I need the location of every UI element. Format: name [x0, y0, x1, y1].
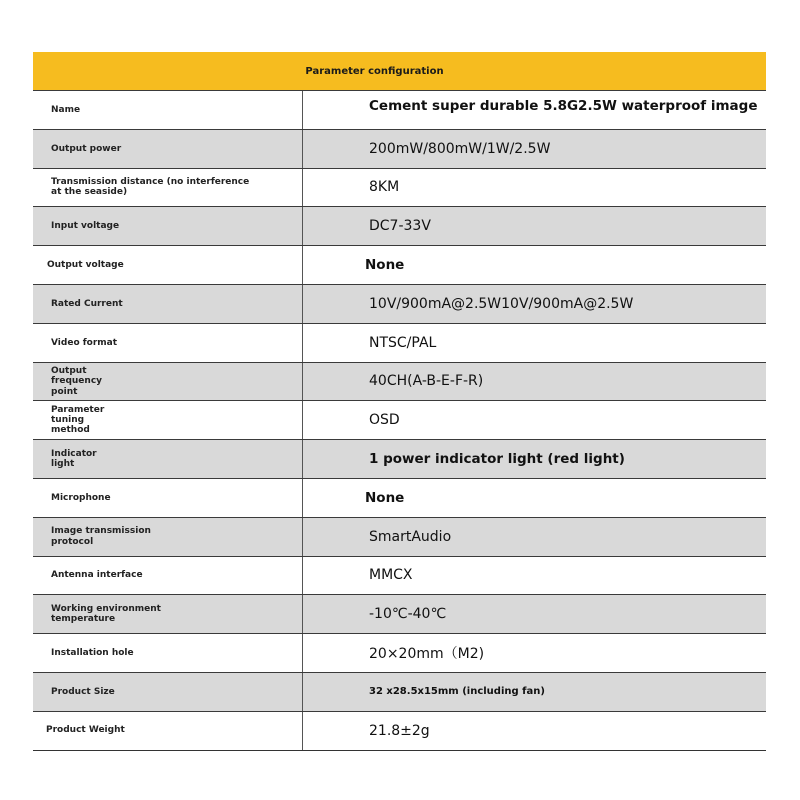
table-row-parameter-tuning-method	[33, 400, 766, 439]
row-value: 1 power indicator light (red light)	[369, 451, 625, 468]
table-row-input-voltage	[33, 206, 766, 245]
row-value: 8KM	[369, 179, 400, 196]
row-label: Product Weight	[33, 712, 303, 750]
table-row-indicator-light	[33, 439, 766, 478]
table-row-product-size	[33, 672, 766, 711]
row-value: 40CH(A-B-E-F-R)	[369, 373, 484, 390]
row-label: Output voltage	[33, 246, 303, 284]
row-value: Cement super durable 5.8G2.5W waterproof image	[369, 98, 758, 114]
table-row-output-voltage	[33, 245, 766, 284]
row-label: Installation hole	[33, 634, 303, 672]
row-label: Transmission distance (no interference at the seaside)	[33, 169, 303, 207]
row-value: 200mW/800mW/1W/2.5W	[369, 140, 551, 157]
row-label: Input voltage	[33, 207, 303, 245]
row-value: 21.8±2g	[369, 722, 430, 739]
table-row-video-format	[33, 323, 766, 362]
row-value: OSD	[369, 412, 400, 429]
table-row-output-frequency-point	[33, 362, 766, 401]
row-label: Microphone	[33, 479, 303, 517]
table-header: Parameter configuration	[33, 52, 766, 90]
table-row-microphone	[33, 478, 766, 517]
row-label: Video format	[33, 324, 303, 362]
row-label: Image transmission protocol	[33, 518, 303, 556]
row-value: MMCX	[369, 567, 413, 584]
table-row-working-temperature	[33, 594, 766, 633]
parameter-sheet	[33, 52, 766, 751]
row-label: Output power	[33, 130, 303, 168]
row-value: 20×20mm（M2)	[369, 646, 485, 663]
row-value: 32 x28.5x15mm (including fan)	[369, 686, 545, 698]
row-value: -10℃-40℃	[369, 606, 447, 623]
row-value: SmartAudio	[369, 528, 452, 545]
table-row-product-weight	[33, 711, 766, 750]
row-value: 10V/900mA@2.5W10V/900mA@2.5W	[369, 295, 634, 312]
table-row-installation-hole	[33, 633, 766, 672]
row-label: Working environment temperature	[33, 595, 303, 633]
table-row-transmission-distance	[33, 168, 766, 207]
table-row-name	[33, 90, 766, 129]
row-value: None	[365, 489, 405, 506]
parameter-table	[33, 90, 766, 751]
row-label: Output frequency point	[33, 363, 303, 401]
row-value: None	[365, 257, 405, 274]
row-value: DC7-33V	[369, 218, 431, 235]
row-label: Indicator light	[33, 440, 303, 478]
row-label: Rated Current	[33, 285, 303, 323]
row-label: Antenna interface	[33, 557, 303, 595]
table-row-output-power	[33, 129, 766, 168]
table-row-antenna-interface	[33, 556, 766, 595]
row-label: Product Size	[33, 673, 303, 711]
table-row-rated-current	[33, 284, 766, 323]
table-row-image-transmission-protocol	[33, 517, 766, 556]
row-value: NTSC/PAL	[369, 334, 437, 351]
row-label: Parameter tuning method	[33, 401, 303, 439]
row-label: Name	[33, 91, 303, 129]
